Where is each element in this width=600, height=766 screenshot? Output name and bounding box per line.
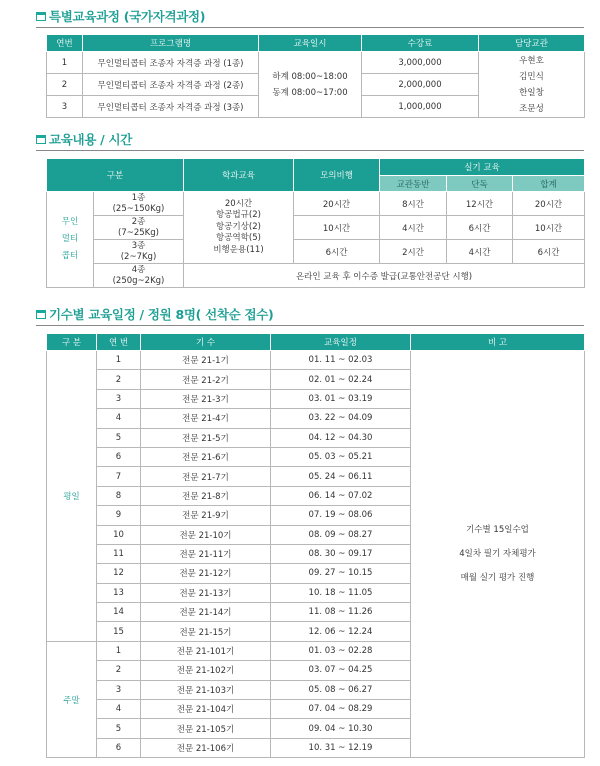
header-instructor: 담당교관 (479, 35, 585, 52)
with-hours: 4시간 (380, 216, 447, 240)
row-no: 10 (97, 525, 141, 544)
section1-rule (36, 27, 584, 28)
row-fee: 3,000,000 (362, 52, 479, 74)
row-term: 전문 21-9기 (141, 506, 271, 525)
row-no: 2 (97, 370, 141, 389)
row-no: 12 (97, 564, 141, 583)
row-fee: 2,000,000 (362, 74, 479, 96)
sim-hours: 10시간 (294, 216, 380, 240)
row-term: 전문 21-15기 (141, 622, 271, 641)
total-hours: 6시간 (513, 240, 585, 264)
row-no: 3 (97, 389, 141, 408)
instructor-name: 조문성 (519, 103, 544, 114)
row-dates: 11. 08 ~ 11.26 (271, 603, 411, 622)
table-row (47, 351, 585, 370)
remark-line: 기수별 15일수업 (466, 525, 529, 536)
row-term: 전문 21-1기 (141, 351, 271, 370)
remark-line: 4일차 필기 자체평가 (459, 549, 536, 560)
class-name: 4종 (131, 264, 146, 275)
class-name: 2종 (131, 216, 146, 227)
section1-title: 특별교육과정 (국가자격과정) (49, 9, 206, 24)
subheader-solo: 단독 (447, 176, 513, 192)
with-hours: 2시간 (380, 240, 447, 264)
row-no: 15 (97, 622, 141, 641)
class-cell (94, 192, 184, 216)
theory-line: 항공법규(2) (216, 210, 261, 221)
instructor-cell (479, 52, 585, 118)
row-term: 전문 21-8기 (141, 486, 271, 505)
table-row (47, 264, 585, 288)
header-fee: 수강료 (362, 35, 479, 52)
instructor-name: 한일창 (519, 87, 544, 98)
row-no: 5 (97, 719, 141, 738)
theory-line: 항공기상(2) (216, 221, 261, 232)
total-hours: 20시간 (513, 192, 585, 216)
row-no: 2 (97, 661, 141, 680)
header-remarks: 비 고 (411, 334, 585, 351)
table-row (47, 240, 585, 264)
schedule-winter: 동계 08:00~17:00 (272, 87, 348, 98)
instructor-name: 우현호 (519, 55, 544, 66)
row-term: 전문 21-101기 (141, 641, 271, 660)
class-cell (94, 240, 184, 264)
row-dates: 12. 06 ~ 12.24 (271, 622, 411, 641)
section1-heading (36, 7, 205, 25)
header-schedule: 교육일시 (259, 35, 362, 52)
row-no: 2 (47, 74, 83, 96)
section-icon (36, 310, 46, 319)
row-term: 전문 21-13기 (141, 583, 271, 602)
group-label-line: 무인 (61, 217, 79, 227)
row-dates: 01. 11 ~ 02.03 (271, 351, 411, 370)
theory-line: 20시간 (224, 198, 253, 209)
row-no: 1 (97, 351, 141, 370)
class-range: (250g~2Kg) (112, 275, 165, 286)
row-no: 4 (97, 409, 141, 428)
row-no: 1 (97, 641, 141, 660)
row-term: 전문 21-11기 (141, 544, 271, 563)
program-table (46, 34, 585, 118)
sim-hours: 20시간 (294, 192, 380, 216)
row-dates: 03. 07 ~ 04.25 (271, 661, 411, 680)
section2-title: 교육내용 / 시간 (49, 132, 133, 147)
total-hours: 10시간 (513, 216, 585, 240)
header-dates: 교육일정 (271, 334, 411, 351)
row-dates: 10. 18 ~ 11.05 (271, 583, 411, 602)
row-no: 13 (97, 583, 141, 602)
row-term: 전문 21-7기 (141, 467, 271, 486)
solo-hours: 4시간 (447, 240, 513, 264)
row-term: 전문 21-12기 (141, 564, 271, 583)
remarks-cell (411, 351, 585, 758)
class-range: (25~150Kg) (112, 203, 165, 214)
row-dates: 10. 31 ~ 12.19 (271, 738, 411, 757)
class-name: 3종 (131, 240, 146, 251)
row-no: 6 (97, 738, 141, 757)
sim-hours: 6시간 (294, 240, 380, 264)
row-no: 8 (97, 486, 141, 505)
row-no: 11 (97, 544, 141, 563)
solo-hours: 12시간 (447, 192, 513, 216)
row-term: 전문 21-2기 (141, 370, 271, 389)
row-no: 14 (97, 603, 141, 622)
with-hours: 8시간 (380, 192, 447, 216)
subheader-with-instructor: 교관동반 (380, 176, 447, 192)
row-no: 6 (97, 447, 141, 466)
class-name: 1종 (131, 192, 146, 203)
row-dates: 02. 01 ~ 02.24 (271, 370, 411, 389)
instructor-name: 김민식 (519, 71, 544, 82)
row-dates: 07. 04 ~ 08.29 (271, 700, 411, 719)
header-category: 구분 (47, 159, 184, 192)
schedule-table (46, 333, 585, 758)
row-dates: 03. 01 ~ 03.19 (271, 389, 411, 408)
section2-rule (36, 150, 584, 151)
row-term: 전문 21-3기 (141, 389, 271, 408)
row-term: 전문 21-14기 (141, 603, 271, 622)
row-no: 1 (47, 52, 83, 74)
row-no: 9 (97, 506, 141, 525)
row-term: 전문 21-5기 (141, 428, 271, 447)
row-program: 무인멀티콥터 조종자 자격증 과정 (2종) (83, 74, 259, 96)
group-label-line: 멀티 (61, 234, 79, 244)
row-dates: 04. 12 ~ 04.30 (271, 428, 411, 447)
header-sim: 모의비행 (294, 159, 380, 192)
class-range: (2~7Kg) (120, 251, 157, 262)
section3-heading (36, 305, 273, 323)
row-fee: 1,000,000 (362, 96, 479, 118)
row-dates: 05. 03 ~ 05.21 (271, 447, 411, 466)
schedule-group-label: 주말 (47, 641, 97, 757)
row-no: 7 (97, 467, 141, 486)
row-dates: 08. 30 ~ 09.17 (271, 544, 411, 563)
theory-line: 비행운용(11) (213, 244, 264, 255)
row-dates: 03. 22 ~ 04.09 (271, 409, 411, 428)
header-theory: 학과교육 (184, 159, 294, 192)
row-term: 전문 21-104기 (141, 700, 271, 719)
header-no: 연 번 (97, 334, 141, 351)
theory-cell (184, 192, 294, 264)
header-category: 구 분 (47, 334, 97, 351)
group-label (47, 192, 94, 288)
row-program: 무인멀티콥터 조종자 자격증 과정 (1종) (83, 52, 259, 74)
row-no: 3 (97, 680, 141, 699)
row-term: 전문 21-106기 (141, 738, 271, 757)
class-range: (7~25Kg) (118, 227, 159, 238)
header-practical: 실기 교육 (380, 159, 585, 176)
table-row (47, 52, 585, 74)
row-term: 전문 21-10기 (141, 525, 271, 544)
online-note: 온라인 교육 후 이수증 발급(교통안전공단 시행) (184, 264, 585, 288)
section-icon (36, 12, 46, 21)
row-dates: 08. 09 ~ 08.27 (271, 525, 411, 544)
schedule-summer: 하계 08:00~18:00 (272, 71, 348, 82)
row-dates: 05. 08 ~ 06.27 (271, 680, 411, 699)
schedule-group-label: 평일 (47, 351, 97, 642)
schedule-cell (259, 52, 362, 118)
section3-title: 기수별 교육일정 / 정원 8명( 선착순 접수) (49, 307, 274, 322)
row-term: 전문 21-4기 (141, 409, 271, 428)
table-row (47, 216, 585, 240)
row-dates: 05. 24 ~ 06.11 (271, 467, 411, 486)
table-row (47, 192, 585, 216)
remark-line: 매월 실기 평가 진행 (460, 573, 535, 584)
section2-heading (36, 130, 132, 148)
curriculum-table (46, 158, 585, 288)
header-program: 프로그램명 (83, 35, 259, 52)
header-no: 연번 (47, 35, 83, 52)
row-dates: 06. 14 ~ 07.02 (271, 486, 411, 505)
row-dates: 01. 03 ~ 02.28 (271, 641, 411, 660)
subheader-total: 합계 (513, 176, 585, 192)
solo-hours: 6시간 (447, 216, 513, 240)
row-no: 3 (47, 96, 83, 118)
section3-rule (36, 325, 584, 326)
row-term: 전문 21-103기 (141, 680, 271, 699)
row-term: 전문 21-105기 (141, 719, 271, 738)
row-dates: 09. 04 ~ 10.30 (271, 719, 411, 738)
row-no: 5 (97, 428, 141, 447)
header-term: 기 수 (141, 334, 271, 351)
row-term: 전문 21-102기 (141, 661, 271, 680)
row-dates: 07. 19 ~ 08.06 (271, 506, 411, 525)
class-cell (94, 264, 184, 288)
row-dates: 09. 27 ~ 10.15 (271, 564, 411, 583)
group-label-line: 콥터 (61, 251, 79, 261)
row-program: 무인멀티콥터 조종자 자격증 과정 (3종) (83, 96, 259, 118)
theory-line: 항공역학(5) (216, 233, 261, 244)
row-no: 4 (97, 700, 141, 719)
section-icon (36, 135, 46, 144)
class-cell (94, 216, 184, 240)
row-term: 전문 21-6기 (141, 447, 271, 466)
